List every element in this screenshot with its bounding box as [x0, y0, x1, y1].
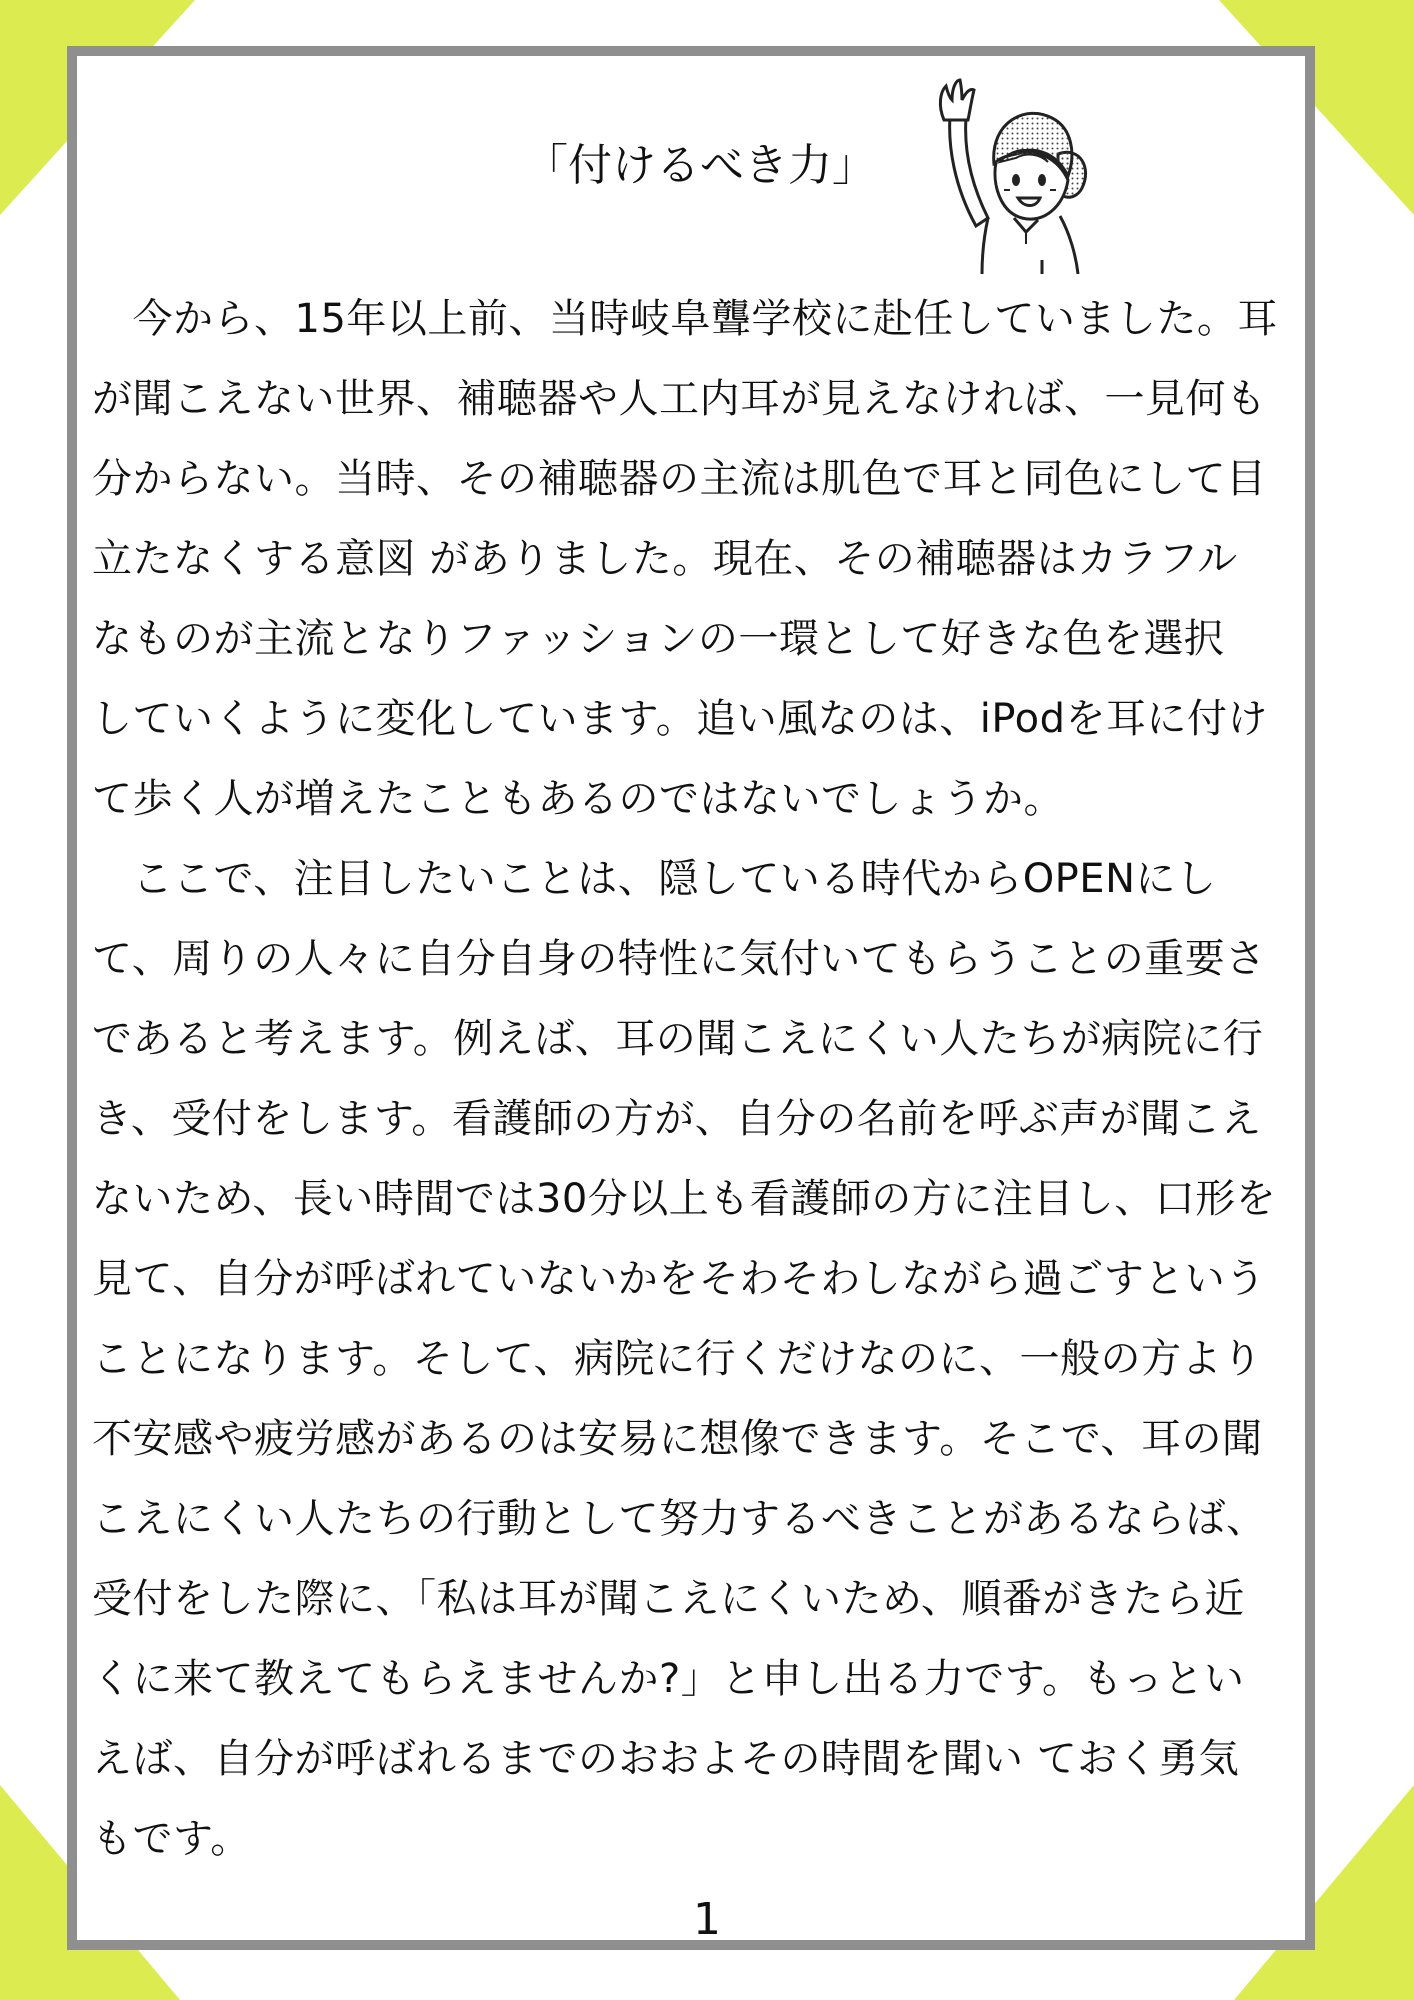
text-line: て歩く人が増えたこともあるのではないでしょうか。 — [92, 776, 1064, 822]
girl-waving-icon — [930, 76, 1100, 274]
text-line: 受付をした際に、「私は耳が聞こえにくいため、順番がきたら近 — [92, 1576, 1245, 1622]
text-line: 立たなくする意図 がありました。現在、その補聴器はカラフル — [92, 536, 1238, 582]
text-line: 分からない。当時、その補聴器の主流は肌色で耳と同色にして目 — [92, 456, 1267, 502]
text-line: えば、自分が呼ばれるまでのおおよその時間を聞い ておく勇気 — [92, 1736, 1240, 1782]
text-line: 今から、15年以上前、当時岐阜聾学校に赴任していました。耳 — [92, 296, 1278, 342]
text-line: なものが主流となりファッションの一環として好きな色を選択 — [92, 616, 1225, 662]
text-line: ここで、注目したいことは、隠している時代からOPENにし — [92, 856, 1217, 902]
text-line: 見て、自分が呼ばれていないかをそわそわしながら過ごすという — [92, 1256, 1266, 1302]
text-line: ことになります。そして、病院に行くだけなのに、一般の方より — [92, 1336, 1263, 1382]
page-title: 「付けるべき力」 — [524, 140, 876, 191]
text-line: くに来て教えてもらえませんか?」と申し出る力です。もっとい — [92, 1656, 1245, 1702]
text-line: 不安感や疲労感があるのは安易に想像できます。そこで、耳の聞 — [92, 1416, 1263, 1462]
text-line: していくように変化しています。追い風なのは、iPodを耳に付け — [92, 696, 1268, 742]
text-line: もです。 — [92, 1816, 251, 1862]
text-line: であると考えます。例えば、耳の聞こえにくい人たちが病院に行 — [92, 1016, 1264, 1062]
page-number: 1 — [693, 1894, 721, 1945]
body-text — [92, 279, 1340, 1879]
text-line: が聞こえない世界、補聴器や人工内耳が見えなければ、一見何も — [92, 376, 1267, 422]
text-line: て、周りの人々に自分自身の特性に気付いてもらうことの重要さ — [92, 936, 1266, 982]
text-line: き、受付をします。看護師の方が、自分の名前を呼ぶ声が聞こえ — [92, 1096, 1262, 1142]
text-line: ないため、長い時間では30分以上も看護師の方に注目し、口形を — [92, 1176, 1277, 1222]
text-line: こえにくい人たちの行動として努力するべきことがあるならば、 — [92, 1496, 1267, 1542]
